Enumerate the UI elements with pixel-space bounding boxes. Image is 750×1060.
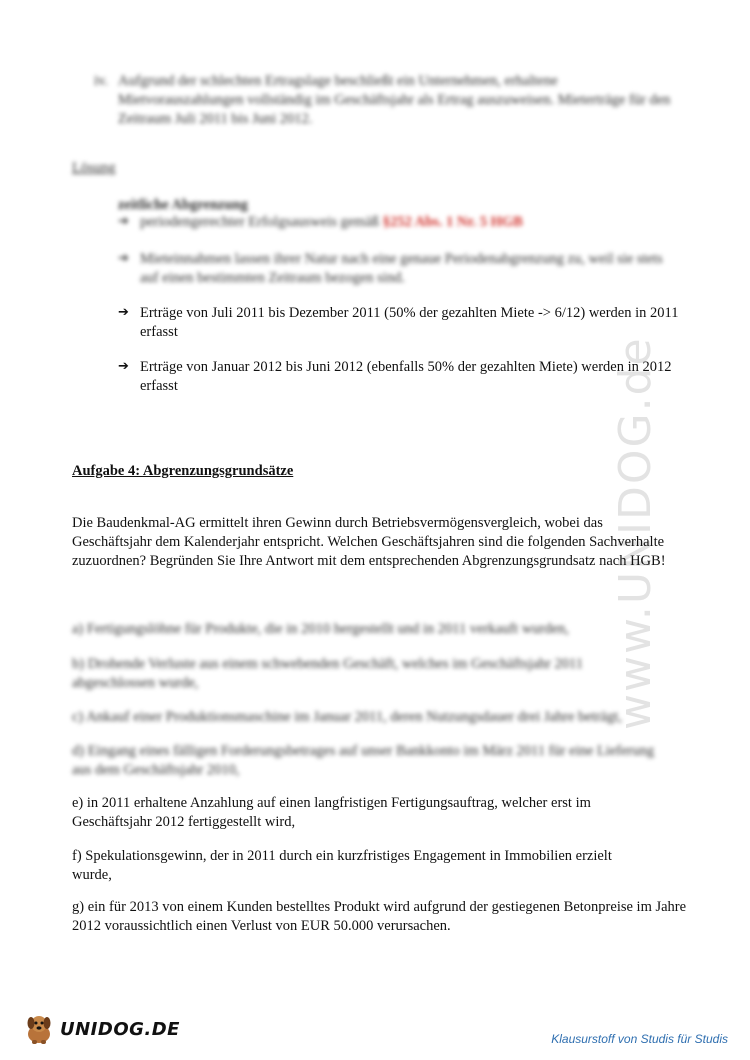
aufgabe4-heading: Aufgabe 4: Abgrenzungsgrundsätze <box>72 463 294 479</box>
bullet-3: Erträge von Juli 2011 bis Dezember 2011 (50% der gezahlten Miete -> 6/12) werden in 2011 erfasst <box>140 305 679 340</box>
arrow-icon: ➔ <box>118 359 129 374</box>
item-d: d) Eingang eines fälligen Forderungsbetrages auf unser Bankkonto im März 2011 für eine Lieferung aus dem Geschäftsjahr 2010, <box>72 743 655 778</box>
item-f: f) Spekulationsgewinn, der in 2011 durch ein kurzfristiges Engagement in Immobilien erzielt wurde, <box>72 848 612 883</box>
item-c: c) Ankauf einer Produktionsmaschine im Januar 2011, deren Nutzungsdauer drei Jahre beträgt, <box>72 709 622 725</box>
bullet-2-text: Mieteinnahmen lassen ihrer Natur nach eine genaue Periodenabgrenzung zu, weil sie stets auf einen bestimmten Zeitraum bezogen sind. <box>140 251 663 286</box>
arrow-icon: ➔ <box>118 251 129 266</box>
item-g: g) ein für 2013 von einem Kunden bestelltes Produkt wird aufgrund der gestiegenen Betonpreise im Jahre 2012 voraussichtlich einen Verlust von EUR 50.000 verursachen. <box>72 899 687 934</box>
footer-tagline: Klausurstoff von Studis für Studis <box>551 1032 728 1046</box>
bullet-1-text: periodengerechter Erfolgsausweis gemäß <box>140 214 383 230</box>
item-a: a) Fertigungslöhne für Produkte, die in 2010 hergestellt und in 2011 verkauft wurden, <box>72 621 569 637</box>
dog-icon <box>22 1012 56 1046</box>
item-b: b) Drohende Verluste aus einem schwebenden Geschäft, welches im Geschäftsjahr 2011 abgeschlossen wurde, <box>72 656 583 691</box>
arrow-icon: ➔ <box>118 305 129 320</box>
arrow-icon: ➔ <box>118 214 129 229</box>
loesung-label: Lösung <box>72 160 116 176</box>
logo-text: UNIDOG.DE <box>60 1018 180 1040</box>
watermark: www.UNIDOG.de <box>610 336 661 730</box>
loesung-subheading: zeitliche Abgrenzung <box>118 197 248 213</box>
bullet-2 <box>140 250 680 288</box>
bullet-1-highlight: §252 Abs. 1 Nr. 5 HGB <box>382 214 523 230</box>
unidog-logo <box>22 1012 180 1046</box>
bullet-4: Erträge von Januar 2012 bis Juni 2012 (ebenfalls 50% der gezahlten Miete) werden in 2012 erfasst <box>140 359 672 394</box>
bullet-1 <box>140 213 680 232</box>
item-iv-text: Aufgrund der schlechten Ertragslage beschließt ein Unternehmen, erhaltene Mietvorauszahlungen vollständig im Geschäftsjahr als Ertrag auszuweisen. Mieterträge für den Zeitraum Juli 2011 bis Juni 2012. <box>118 73 671 127</box>
aufgabe4-intro <box>72 514 672 571</box>
aufgabe4-intro-text: Die Baudenkmal-AG ermittelt ihren Gewinn durch Betriebsvermögensvergleich, wobei das Geschäftsjahr dem Kalenderjahr entspricht. Welchen Geschäftsjahren sind die folgenden Sachverhalte zuzuordnen? Begründen Sie Ihre Antwort mit dem entsprechenden Abgrenzungsgrundsatz nach HGB! <box>72 515 666 569</box>
item-e: e) in 2011 erhaltene Anzahlung auf einen langfristigen Fertigungsauftrag, welcher erst im Geschäftsjahr 2012 fertiggestellt wird, <box>72 795 591 830</box>
item-iv-marker: iv. <box>94 73 108 89</box>
